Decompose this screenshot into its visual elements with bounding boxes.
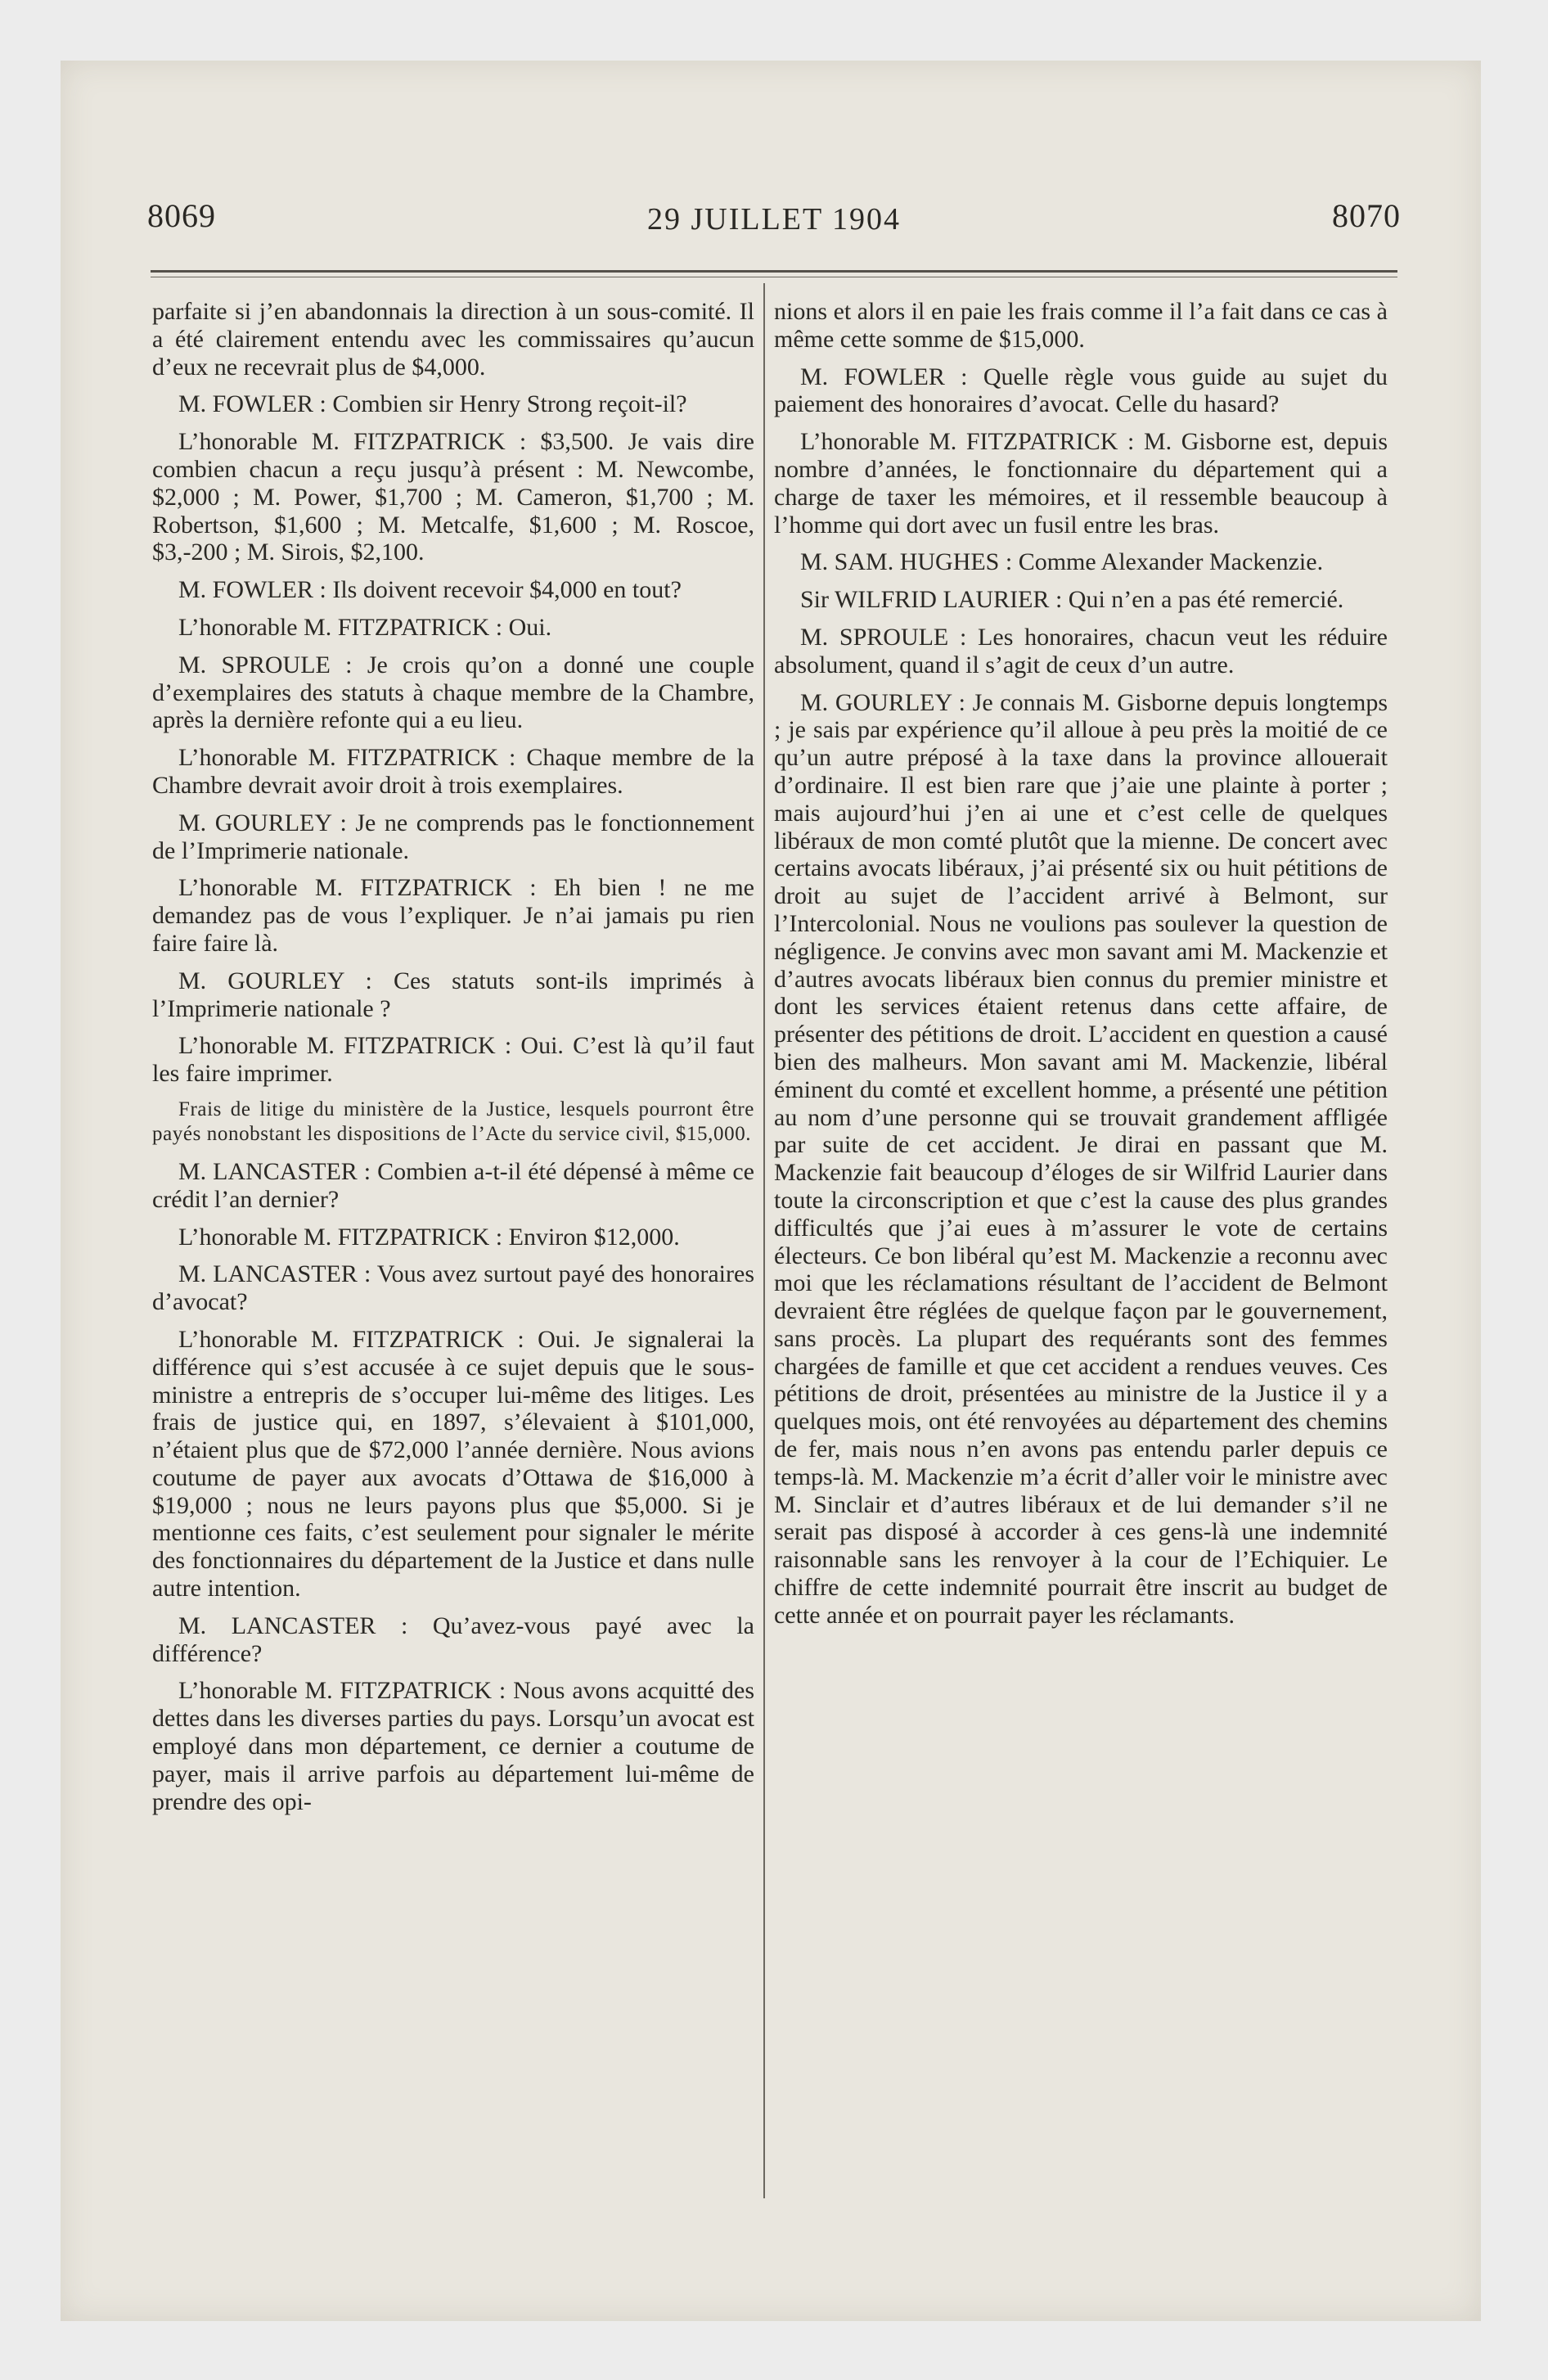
paragraph: M. GOURLEY : Ces statuts sont-ils imprimés à l’Imprimerie nationale ? bbox=[152, 967, 754, 1022]
left-column bbox=[152, 298, 754, 1825]
paragraph: M. GOURLEY : Je ne comprends pas le fonctionnement de l’Imprimerie nationale. bbox=[152, 809, 754, 864]
paragraph: L’honorable M. FITZPATRICK : Oui. bbox=[178, 613, 552, 641]
paragraph: M. LANCASTER : Combien a-t-il été dépensé à même ce crédit l’an dernier? bbox=[152, 1157, 754, 1213]
paragraph: M. LANCASTER : Vous avez surtout payé des honoraires d’avocat? bbox=[152, 1260, 754, 1316]
paragraph: M. SPROULE : Les honoraires, chacun veut les réduire absolument, quand il s’agit de ceux d’un autre. bbox=[774, 623, 1388, 678]
paragraph: L’honorable M. FITZPATRICK : Nous avons acquitté des dettes dans les diverses parties du pays. Lorsqu’un avocat est employé dans mon département, ce dernier a coutume de payer, mais il arrive parfois au département lui-même de prendre des opi- bbox=[152, 1677, 754, 1815]
paragraph: M. GOURLEY : Je connais M. Gisborne depuis longtemps ; je sais par expérience qu’il alloue à peu près la moitié de ce qu’un autre préposé à la taxe dans la province allouerait d’ordinaire. Il est bien rare que j’aie une plainte à porter ; mais aujourd’hui j’en ai une et c’est celle de quelques libéraux de mon comté plutôt que la mienne. De concert avec certains avocats libéraux, j’ai présenté six ou huit pétitions de droit au sujet de l’accident arrivé à Belmont, sur l’Intercolonial. Nous ne voulions pas soulever la question de négligence. Je convins avec mon savant ami M. Mackenzie et d’autres avocats libéraux bien connus du premier ministre et dont les services étaient retenus dans cette affaire, de présenter des pétitions de droit. L’accident en question a causé bien des malheurs. Mon savant ami M. Mackenzie, libéral éminent du comté et excellent homme, a présenté une pétition au nom d’une personne qui se trouvait grandement affligée par suite de cet accident. Je dirai en passant que M. Mackenzie fait beaucoup d’éloges de sir Wilfrid Laurier dans toute la circonscription et que c’est la cause des plus grandes difficultés que j’ai eues à m’assurer le vote de certains électeurs. Ce bon libéral qu’est M. Mackenzie a reconnu avec moi que les réclamations résultant de l’accident de Belmont devraient être réglées de quelque façon par le gouvernement, sans procès. La plupart des requérants sont des femmes chargées de famille et que cet accident a rendues veuves. Ces pétitions de droit, présentées au ministre de la Justice il y a quelques mois, ont été renvoyées au département des chemins de fer, mais nous n’en avons pas entendu parler depuis ce temps-là. M. Mackenzie m’a écrit d’aller voir le ministre avec M. Sinclair et d’autres libéraux et de lui demander s’il ne serait pas disposé à accorder à ces gens-là une indemnité raisonnable sans les renvoyer à la cour de l’Echiquier. Le chiffre de cette indemnité pourrait être inscrit au budget de cette année et on pourrait payer les réclamants. bbox=[774, 688, 1388, 1629]
paragraph: Sir WILFRID LAURIER : Qui n’en a pas été remercié. bbox=[800, 586, 1344, 614]
paragraph: L’honorable M. FITZPATRICK : M. Gisborne est, depuis nombre d’années, le fonctionnaire du département qui a charge de taxer les mémoires, et il ressemble beaucoup à l’homme qui dort avec un fusil entre les bras. bbox=[774, 428, 1388, 539]
budget-item: Frais de litige du ministère de la Justice, lesquels pourront être payés nonobstant les dispositions de l’Acte du service civil, $15,000. bbox=[152, 1098, 754, 1145]
page-header bbox=[147, 196, 1401, 246]
paragraph: M. SAM. HUGHES : Comme Alexander Mackenzie. bbox=[800, 548, 1324, 576]
page-date: 29 JUILLET 1904 bbox=[646, 202, 902, 237]
page-number-right: 8070 bbox=[1332, 197, 1401, 234]
paragraph: L’honorable M. FITZPATRICK : Oui. Je signalerai la différence qui s’est accusée à ce sujet depuis que le sous-ministre a entrepris de s’occuper lui-même des litiges. Les frais de justice qui, en 1897, s’élevaient à $101,000, n’étaient plus que de $72,000 l’année dernière. Nous avions coutume de payer aux avocats d’Ottawa de $16,000 à $19,000 ; nous ne leurs payons plus que $5,000. Si je mentionne ces faits, c’est seulement pour signaler le mérite des fonctionnaires du département de la Justice et dans nulle autre intention. bbox=[152, 1325, 754, 1602]
paragraph: L’honorable M. FITZPATRICK : $3,500. Je vais dire combien chacun a reçu jusqu’à présent : M. Newcombe, $2,000 ; M. Power, $1,700 ; M. Cameron, $1,700 ; M. Robertson, $1,600 ; M. Metcalfe, $1,600 ; M. Roscoe, $3,-200 ; M. Sirois, $2,100. bbox=[152, 428, 754, 566]
paragraph: parfaite si j’en abandonnais la direction à un sous-comité. Il a été clairement entendu avec les commissaires qu’aucun d’eux ne recevrait plus de $4,000. bbox=[152, 298, 754, 381]
paragraph: L’honorable M. FITZPATRICK : Environ $12,000. bbox=[178, 1223, 680, 1251]
right-column bbox=[774, 298, 1388, 1639]
paragraph: L’honorable M. FITZPATRICK : Oui. C’est là qu’il faut les faire imprimer. bbox=[152, 1032, 754, 1088]
paragraph: M. FOWLER : Combien sir Henry Strong reçoit-il? bbox=[178, 390, 687, 418]
paragraph: M. SPROULE : Je crois qu’on a donné une couple d’exemplaires des statuts à chaque membre de la Chambre, après la dernière refonte qui a eu lieu. bbox=[152, 651, 754, 734]
paragraph: L’honorable M. FITZPATRICK : Chaque membre de la Chambre devrait avoir droit à trois exemplaires. bbox=[152, 744, 754, 799]
paragraph: M. FOWLER : Ils doivent recevoir $4,000 en tout? bbox=[178, 576, 682, 604]
column-divider bbox=[763, 283, 765, 2198]
paragraph: M. FOWLER : Quelle règle vous guide au sujet du paiement des honoraires d’avocat. Celle du hasard? bbox=[774, 363, 1388, 418]
page-number-left: 8069 bbox=[147, 197, 216, 234]
header-rule bbox=[151, 270, 1397, 273]
paragraph: L’honorable M. FITZPATRICK : Eh bien ! ne me demandez pas de vous l’expliquer. Je n’ai jamais pu rien faire faire là. bbox=[152, 874, 754, 957]
paragraph: M. LANCASTER : Qu’avez-vous payé avec la différence? bbox=[152, 1611, 754, 1667]
paragraph: nions et alors il en paie les frais comme il l’a fait dans ce cas à même cette somme de $15,000. bbox=[774, 298, 1388, 353]
